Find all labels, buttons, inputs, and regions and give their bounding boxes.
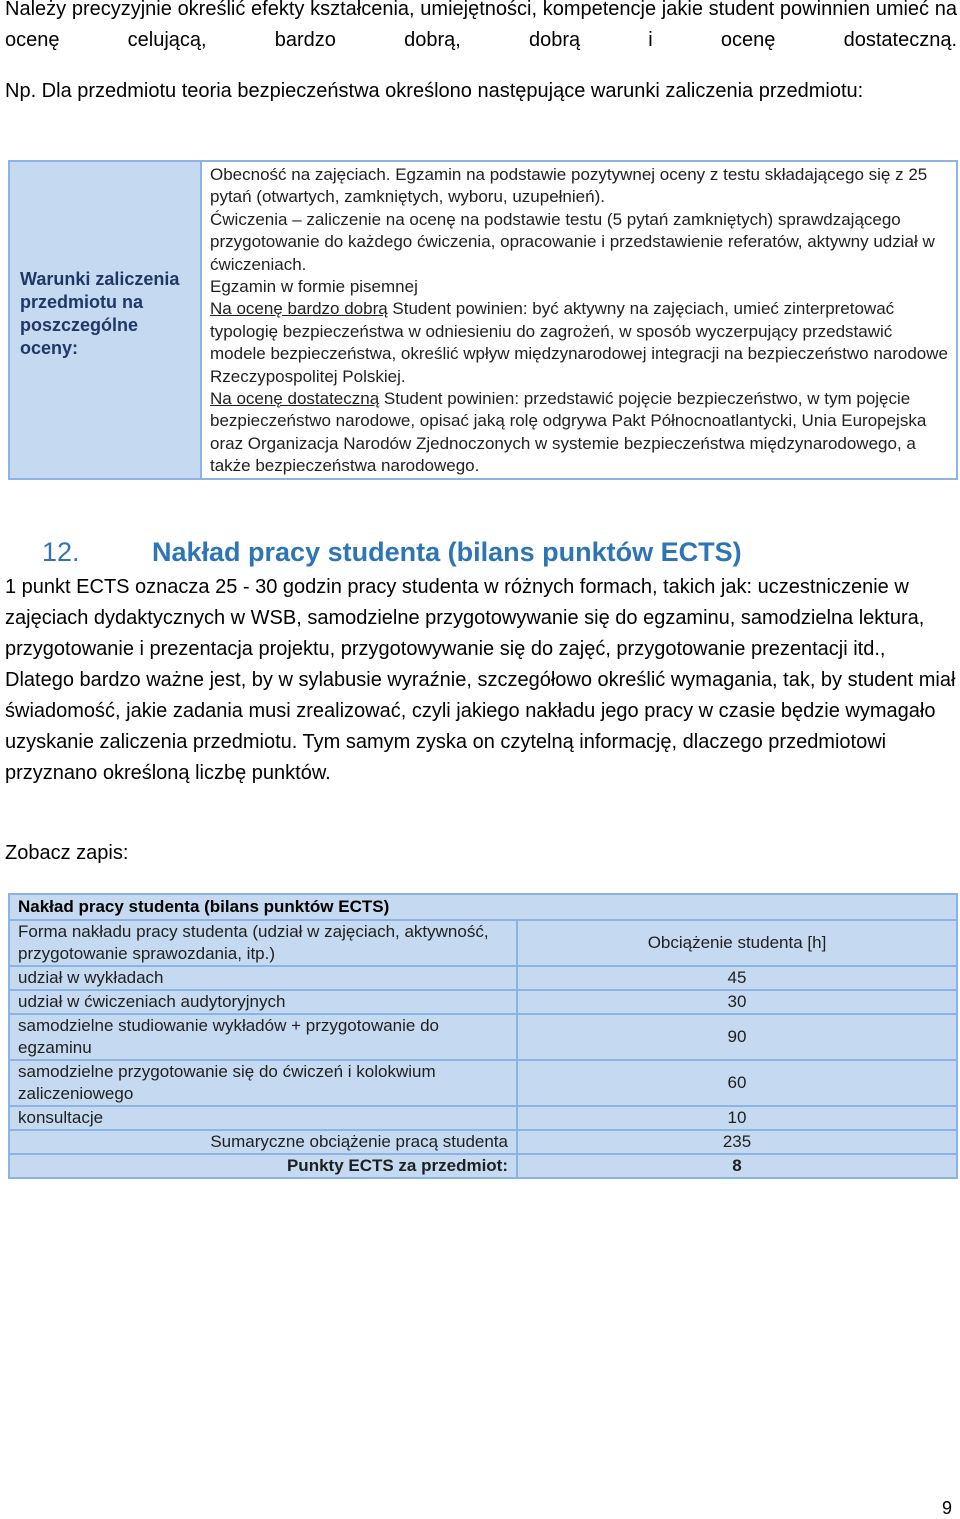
row-value: 30 (517, 990, 957, 1014)
condition-grade-sufficient (210, 388, 950, 478)
row-value: 10 (517, 1106, 957, 1130)
intro-paragraph-2: Np. Dla przedmiotu teoria bezpieczeństwa określono następujące warunki zaliczenia przedmiotu: (5, 80, 864, 102)
sum-value: 235 (517, 1130, 957, 1154)
conditions-table (8, 160, 958, 480)
grade-sufficient-label: Na ocenę dostateczną (210, 389, 380, 409)
condition-attendance: Obecność na zajęciach. Egzamin na podstawie pozytywnej oceny z testu składającego się z 25 pytań (otwartych, zamkniętych, wyboru, uzupełnień). (210, 165, 928, 207)
row-label: udział w ćwiczeniach audytoryjnych (9, 990, 517, 1014)
ects-col1-header: Forma nakładu pracy studenta (udział w zajęciach, aktywność, przygotowanie sprawozdania, itp.) (9, 920, 517, 966)
row-label: konsultacje (9, 1106, 517, 1130)
ects-col2-header: Obciążenie studenta [h] (517, 920, 957, 966)
table-row (9, 966, 957, 990)
section-heading (42, 534, 742, 570)
ects-points-value: 8 (517, 1154, 957, 1178)
ects-table-title: Nakład pracy studenta (bilans punktów ECTS) (9, 894, 957, 920)
row-label: samodzielne przygotowanie się do ćwiczeń i kolokwium zaliczeniowego (9, 1060, 517, 1106)
ects-header-row (9, 920, 957, 966)
ects-points-row (9, 1154, 957, 1178)
ects-table (8, 893, 958, 1179)
sum-label: Sumaryczne obciążenie pracą studenta (9, 1130, 517, 1154)
condition-exam-form: Egzamin w formie pisemnej (210, 277, 418, 297)
row-value: 60 (517, 1060, 957, 1106)
table-row (9, 1106, 957, 1130)
conditions-text (210, 164, 950, 478)
table-row (9, 990, 957, 1014)
section-title: Nakład pracy studenta (bilans punktów ECTS) (152, 537, 742, 567)
condition-grade-very-good (210, 298, 950, 388)
row-label: udział w wykładach (9, 966, 517, 990)
row-value: 45 (517, 966, 957, 990)
conditions-label: Warunki zaliczenia przedmiotu na poszczególne oceny: (20, 269, 180, 358)
conditions-content-cell (202, 160, 958, 480)
row-label: samodzielne studiowanie wykładów + przygotowanie do egzaminu (9, 1014, 517, 1060)
section-number: 12. (42, 537, 80, 567)
conditions-label-cell (8, 160, 202, 480)
intro-paragraph-1: Należy precyzyjnie określić efekty kształcenia, umiejętności, kompetencje jakie student powinnien umieć na ocenę celującą, bardzo dobrą, dobrą i ocenę dostateczną. (5, 0, 957, 51)
grade-very-good-text: Student powinien: być aktywny na zajęciach, umieć zinterpretować typologię bezpieczeństwa w odniesieniu do zagrożeń, w sposób wyczerpujący przedstawić modele bezpieczeństwa, określić wpływ międzynarodowej integracji na bezpieczeństwo narodowe Rzeczypospolitej Polskiej. (210, 299, 948, 386)
sum-row (9, 1130, 957, 1154)
table-row (9, 1014, 957, 1060)
table-row (9, 1060, 957, 1106)
condition-exercises: Ćwiczenia – zaliczenie na ocenę na podstawie testu (5 pytań zamkniętych) sprawdzającego przygotowanie do każdego ćwiczenia, opracowanie i przedstawienie referatów, aktywny udział w ćwiczeniach. (210, 209, 935, 274)
section-body: 1 punkt ECTS oznacza 25 - 30 godzin pracy studenta w różnych formach, takich jak: uczestniczenie w zajęciach dydaktycznych w WSB, samodzielne przygotowywanie się do egzaminu, samodzielna lektura, przygotowanie i prezentacja projektu, przygotowywanie się do zajęć, przygotowanie prezentacji itd., Dlatego bardzo ważne jest, by w sylabusie wyraźnie, szczegółowo określić wymagania, tak, by student miał świadomość, jakie zadania musi zrealizować, czyli jakiego nakładu jego pracy w czasie będzie wymagało uzyskanie zaliczenia przedmiotu. Tym samym zyska on czytelną informację, dlaczego przedmiotowi przyznano określoną liczbę punktów. (5, 576, 956, 784)
page-number: 9 (941, 1498, 952, 1518)
ects-points-label: Punkty ECTS za przedmiot: (9, 1154, 517, 1178)
grade-sufficient-text: Student powinien: przedstawić pojęcie bezpieczeństwo, w tym pojęcie bezpieczeństwo narodowe, opisać jaką rolę odgrywa Pakt Północnoatlantycki, Unia Europejska oraz Organizacja Narodów Zjednoczonych w systemie bezpieczeństwa międzynarodowego, a także bezpieczeństwa narodowego. (210, 389, 927, 476)
grade-very-good-label: Na ocenę bardzo dobrą (210, 299, 388, 319)
ects-title-row (9, 894, 957, 920)
row-value: 90 (517, 1014, 957, 1060)
see-label: Zobacz zapis: (5, 842, 129, 864)
